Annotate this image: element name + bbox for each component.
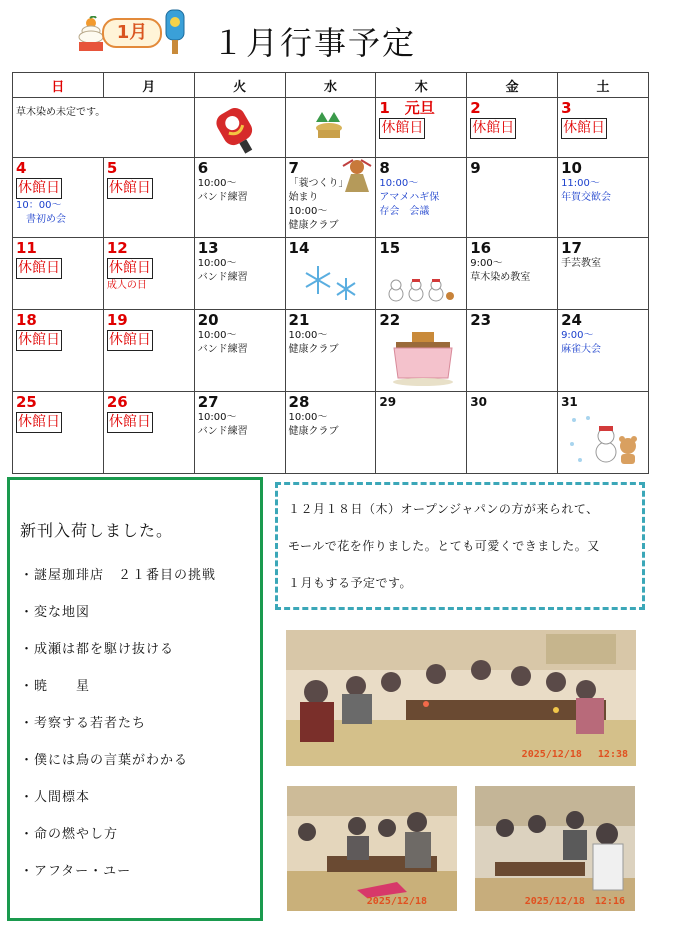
hagoita-icon bbox=[160, 8, 190, 56]
day-cell-20 bbox=[194, 310, 285, 392]
closed-label: 休館日 bbox=[16, 258, 62, 279]
calendar-table bbox=[12, 72, 649, 474]
day-number: 28 bbox=[288, 393, 310, 411]
day-cell-6 bbox=[194, 158, 285, 238]
event-title: 成人の日 bbox=[106, 280, 147, 291]
event-time: 10:00～ bbox=[288, 330, 328, 341]
event-title: 手芸教室 bbox=[561, 258, 602, 269]
calendar-week bbox=[13, 158, 649, 238]
weekday-header-row bbox=[13, 73, 649, 98]
new-books-list bbox=[20, 557, 216, 890]
day-number: 30 bbox=[470, 395, 487, 409]
event-time: 10:00～ bbox=[197, 178, 237, 189]
empty-cell bbox=[285, 98, 376, 158]
day-number: 24 bbox=[561, 311, 582, 329]
closed-label: 休館日 bbox=[561, 118, 607, 139]
day-number: 21 bbox=[288, 311, 310, 329]
day-cell-10 bbox=[558, 158, 649, 238]
event-title: バンド練習 bbox=[197, 192, 248, 203]
day-cell-29 bbox=[376, 392, 467, 474]
photo-timestamp: 2025/12/18 12:38 bbox=[521, 749, 628, 760]
day-number: 7 bbox=[288, 159, 299, 177]
day-number: 5 bbox=[106, 159, 118, 177]
closed-label: 休館日 bbox=[107, 412, 153, 433]
weekday-wed: 水 bbox=[285, 73, 376, 98]
day-cell-7 bbox=[285, 158, 376, 238]
calendar-week bbox=[13, 392, 649, 474]
day-cell-16 bbox=[467, 238, 558, 310]
day-cell-1 bbox=[376, 98, 467, 158]
new-books-heading: 新刊入荷しました。 bbox=[20, 521, 174, 540]
book-item: ・暁 星 bbox=[20, 679, 91, 694]
day-cell-26 bbox=[103, 392, 194, 474]
book-item: ・成瀬は都を駆け抜ける bbox=[20, 642, 175, 657]
photo-timestamp: 2025/12/18 bbox=[366, 896, 427, 907]
calendar-week bbox=[13, 238, 649, 310]
closed-label: 休館日 bbox=[16, 178, 62, 199]
event-title: 健康クラブ bbox=[288, 426, 339, 437]
weekday-fri: 金 bbox=[467, 73, 558, 98]
note-cell bbox=[13, 98, 195, 158]
day-number: 10 bbox=[561, 159, 582, 177]
day-cell-31 bbox=[558, 392, 649, 474]
day-cell-28 bbox=[285, 392, 376, 474]
kadomatsu-icon bbox=[312, 108, 346, 142]
calendar-week bbox=[13, 98, 649, 158]
event-time: 10:00～ bbox=[197, 258, 237, 269]
event-time: 9:00～ bbox=[470, 258, 503, 269]
event-title: バンド練習 bbox=[197, 344, 248, 355]
day-cell-23 bbox=[467, 310, 558, 392]
weekday-sat: 土 bbox=[558, 73, 649, 98]
day-number: 15 bbox=[379, 239, 401, 257]
day-cell-19 bbox=[103, 310, 194, 392]
day-number: 3 bbox=[561, 99, 572, 117]
day-number: 25 bbox=[16, 393, 37, 411]
event-title: 書初め会 bbox=[26, 214, 66, 225]
book-item: ・命の燃やし方 bbox=[20, 827, 119, 842]
day-number: 19 bbox=[106, 311, 128, 329]
weekday-thu: 木 bbox=[376, 73, 467, 98]
day-cell-11 bbox=[13, 238, 104, 310]
day-number: 18 bbox=[16, 311, 37, 329]
event-time: 10:00～ bbox=[288, 412, 328, 423]
workshop-photo-large bbox=[286, 630, 636, 766]
event-time: 10:00～ bbox=[197, 330, 237, 341]
day-cell-8 bbox=[376, 158, 467, 238]
day-number: 13 bbox=[197, 239, 219, 257]
day-number: 1 元旦 bbox=[379, 99, 435, 117]
day-cell-5 bbox=[103, 158, 194, 238]
day-number: 31 bbox=[561, 395, 578, 409]
hagoita-illustration-icon bbox=[203, 104, 273, 154]
event-time: 10:00～ bbox=[288, 206, 328, 217]
book-item: ・考察する若者たち bbox=[20, 716, 147, 731]
day-cell-13 bbox=[194, 238, 285, 310]
day-number: 8 bbox=[379, 159, 390, 177]
day-number: 4 bbox=[16, 159, 27, 177]
book-item: ・アフター・ユー bbox=[20, 864, 132, 879]
day-cell-3 bbox=[558, 98, 649, 158]
day-number: 9 bbox=[470, 159, 481, 177]
day-cell-15 bbox=[376, 238, 467, 310]
weekday-mon: 月 bbox=[103, 73, 194, 98]
day-number: 12 bbox=[106, 239, 128, 257]
day-number: 27 bbox=[197, 393, 219, 411]
closed-label: 休館日 bbox=[470, 118, 516, 139]
new-books-box bbox=[7, 477, 263, 921]
closed-label: 休館日 bbox=[16, 330, 62, 351]
weekday-sun: 日 bbox=[13, 73, 104, 98]
event-title: 存会 会議 bbox=[379, 206, 430, 217]
day-cell-24 bbox=[558, 310, 649, 392]
event-title: 草木染め教室 bbox=[470, 272, 531, 283]
workshop-photo-right bbox=[475, 786, 635, 911]
snowmen-icon bbox=[384, 276, 456, 304]
day-number: 11 bbox=[16, 239, 37, 257]
day-number: 29 bbox=[379, 395, 397, 409]
day-number: 17 bbox=[561, 239, 582, 257]
day-cell-21 bbox=[285, 310, 376, 392]
event-time: 11:00～ bbox=[561, 178, 600, 189]
day-cell-27 bbox=[194, 392, 285, 474]
day-cell-17 bbox=[558, 238, 649, 310]
book-item: ・謎屋珈琲店 ２１番目の挑戦 bbox=[20, 568, 217, 583]
photo-scene bbox=[287, 786, 457, 911]
book-item: ・人間標本 bbox=[20, 790, 91, 805]
calendar-week bbox=[13, 310, 649, 392]
event-title: 麻雀大会 bbox=[561, 344, 602, 355]
day-number: 22 bbox=[379, 311, 401, 329]
day-cell-25 bbox=[13, 392, 104, 474]
day-number: 23 bbox=[470, 311, 492, 329]
event-report-box bbox=[275, 482, 645, 610]
day-number: 6 bbox=[197, 159, 209, 177]
day-cell-18 bbox=[13, 310, 104, 392]
event-title: 健康クラブ bbox=[288, 344, 339, 355]
day-cell-30 bbox=[467, 392, 558, 474]
event-time: 10:00～ bbox=[197, 412, 237, 423]
kotatsu-icon bbox=[390, 330, 456, 386]
day-cell-2 bbox=[467, 98, 558, 158]
report-line: １２月１８日（木）オープンジャパンの方が来られて、 bbox=[288, 502, 599, 516]
event-title: バンド練習 bbox=[197, 426, 248, 437]
day-number: 26 bbox=[106, 393, 128, 411]
mino-figure-icon bbox=[341, 158, 373, 192]
event-time: 9:00～ bbox=[561, 330, 594, 341]
event-time: 10：00～ bbox=[16, 200, 62, 211]
weekday-tue: 火 bbox=[194, 73, 285, 98]
empty-cell bbox=[194, 98, 285, 158]
month-badge: 1月 bbox=[102, 18, 162, 48]
day-cell-22 bbox=[376, 310, 467, 392]
day-cell-4 bbox=[13, 158, 104, 238]
page-title: １月行事予定 bbox=[212, 24, 417, 62]
day-cell-9 bbox=[467, 158, 558, 238]
snowflake-icon bbox=[300, 262, 360, 302]
closed-label: 休館日 bbox=[16, 412, 62, 433]
day-cell-12 bbox=[103, 238, 194, 310]
photo-timestamp: 2025/12/18 12:16 bbox=[524, 896, 625, 907]
month-logo bbox=[76, 8, 196, 60]
report-line: １月もする予定です。 bbox=[288, 576, 413, 590]
day-number: 20 bbox=[197, 311, 219, 329]
event-time: 10:00～ bbox=[379, 178, 419, 189]
closed-label: 休館日 bbox=[107, 330, 153, 351]
closed-label: 休館日 bbox=[379, 118, 425, 139]
day-cell-14 bbox=[285, 238, 376, 310]
event-title: アマメハギ保 bbox=[379, 192, 440, 203]
book-item: ・変な地図 bbox=[20, 605, 91, 620]
event-title: バンド練習 bbox=[197, 272, 248, 283]
closed-label: 休館日 bbox=[107, 178, 153, 199]
snowman-bear-icon bbox=[568, 414, 640, 466]
day-number: 14 bbox=[288, 239, 310, 257]
event-title: 年賀交歓会 bbox=[561, 192, 612, 203]
day-number: 16 bbox=[470, 239, 492, 257]
book-item: ・僕には鳥の言葉がわかる bbox=[20, 753, 189, 768]
workshop-photo-left bbox=[287, 786, 457, 911]
dye-note: 草木染め未定です。 bbox=[16, 107, 106, 118]
day-number: 2 bbox=[470, 99, 481, 117]
event-title: 始まり bbox=[288, 192, 319, 203]
event-title: 「蓑つくり」 bbox=[288, 178, 349, 189]
event-title: 健康クラブ bbox=[288, 220, 339, 231]
closed-label: 休館日 bbox=[107, 258, 153, 279]
report-line: モールで花を作りました。とても可愛くできました。又 bbox=[288, 539, 600, 553]
